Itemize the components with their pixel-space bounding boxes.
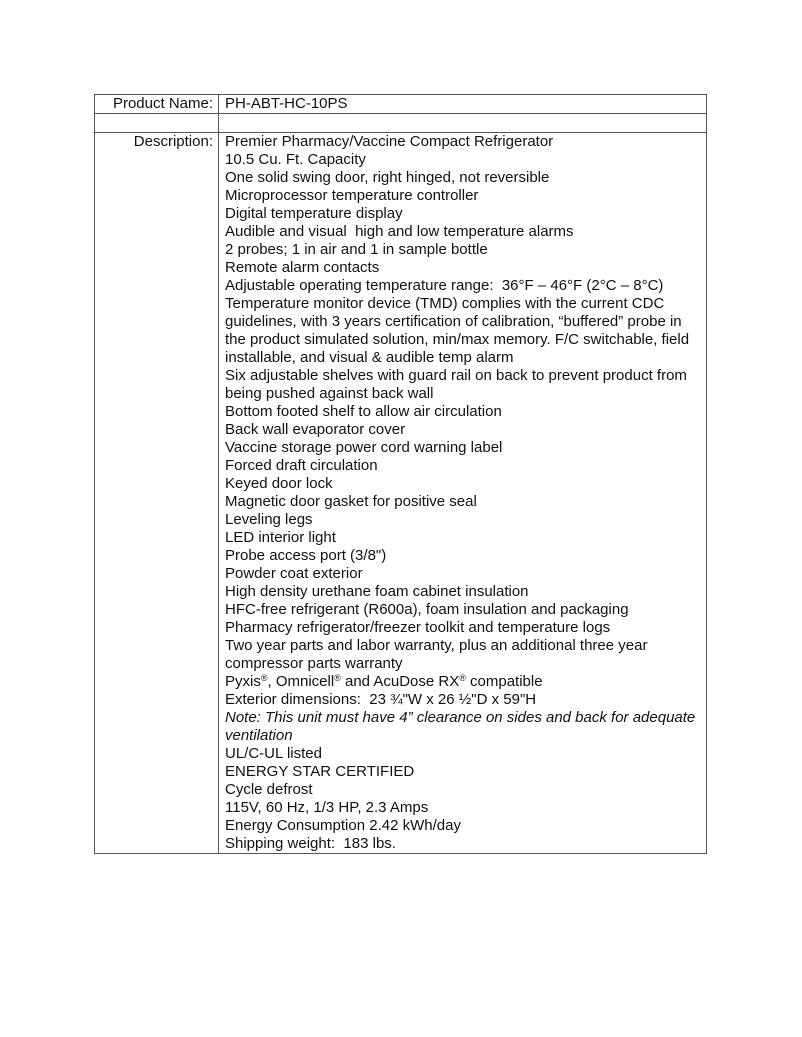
description-line: Adjustable operating temperature range: 36°F – 46°F (2°C – 8°C) — [225, 277, 664, 294]
description-line: 10.5 Cu. Ft. Capacity — [225, 151, 366, 168]
description-line: Microprocessor temperature controller — [225, 187, 479, 204]
compat-suffix: compatible — [465, 673, 543, 690]
registered-mark: ® — [459, 673, 466, 683]
registered-mark: ® — [334, 673, 341, 683]
description-line: Temperature monitor device (TMD) complies with the current CDC guidelines, with 3 years certification of calibration, “buffered” probe in the product simulated solution, min/max memory. F/C switchable, field installable, and visual & audible temp alarm — [225, 295, 694, 366]
description-line: Exterior dimensions: 23 ¾"W x 26 ½"D x 59"H — [225, 691, 537, 708]
product-spec-table — [94, 94, 707, 854]
description-line: Powder coat exterior — [225, 565, 363, 582]
description-line: 2 probes; 1 in air and 1 in sample bottle — [225, 241, 488, 258]
description-line: Back wall evaporator cover — [225, 421, 406, 438]
description-line: Two year parts and labor warranty, plus an additional three year compressor parts warranty — [225, 637, 652, 672]
description-line: Audible and visual high and low temperature alarms — [225, 223, 574, 240]
description-line: Bottom footed shelf to allow air circulation — [225, 403, 502, 420]
product-name-row — [95, 95, 707, 114]
description-line: Vaccine storage power cord warning label — [225, 439, 503, 456]
compat-pyxis: Pyxis — [225, 673, 261, 690]
description-line: ENERGY STAR CERTIFIED — [225, 763, 415, 780]
description-line: UL/C-UL listed — [225, 745, 322, 762]
description-line: Pharmacy refrigerator/freezer toolkit and temperature logs — [225, 619, 611, 636]
product-name-label: Product Name: — [95, 95, 219, 114]
description-line: 115V, 60 Hz, 1/3 HP, 2.3 Amps — [225, 799, 429, 816]
description-line: Probe access port (3/8") — [225, 547, 387, 564]
compatibility-line — [225, 673, 706, 691]
description-line: Energy Consumption 2.42 kWh/day — [225, 817, 461, 834]
registered-mark: ® — [260, 673, 268, 683]
description-line: Leveling legs — [225, 511, 313, 528]
description-line: One solid swing door, right hinged, not reversible — [225, 169, 550, 186]
compat-acudose: and AcuDose RX — [340, 673, 460, 690]
ventilation-note: Note: This unit must have 4” clearance on sides and back for adequate ventilation — [225, 709, 700, 744]
description-row — [95, 133, 707, 854]
description-line: Cycle defrost — [225, 781, 313, 798]
spacer-label-cell — [95, 114, 219, 133]
description-line: Forced draft circulation — [225, 457, 378, 474]
description-line: Shipping weight: 183 lbs. — [225, 835, 396, 852]
description-line: Six adjustable shelves with guard rail on back to prevent product from being pushed against back wall — [225, 367, 692, 402]
description-line: Remote alarm contacts — [225, 259, 380, 276]
compat-omnicell: , Omnicell — [267, 673, 335, 690]
description-line: HFC-free refrigerant (R600a), foam insulation and packaging — [225, 601, 629, 618]
description-line: Magnetic door gasket for positive seal — [225, 493, 477, 510]
spacer-row — [95, 114, 707, 133]
description-line: Digital temperature display — [225, 205, 403, 222]
description-line: High density urethane foam cabinet insulation — [225, 583, 529, 600]
spacer-value-cell — [219, 114, 707, 133]
description-line: Keyed door lock — [225, 475, 333, 492]
description-line: LED interior light — [225, 529, 336, 546]
description-value — [219, 133, 707, 854]
description-line: Premier Pharmacy/Vaccine Compact Refrigerator — [225, 133, 554, 150]
description-label: Description: — [95, 133, 219, 854]
product-name-value: PH-ABT-HC-10PS — [219, 95, 707, 114]
